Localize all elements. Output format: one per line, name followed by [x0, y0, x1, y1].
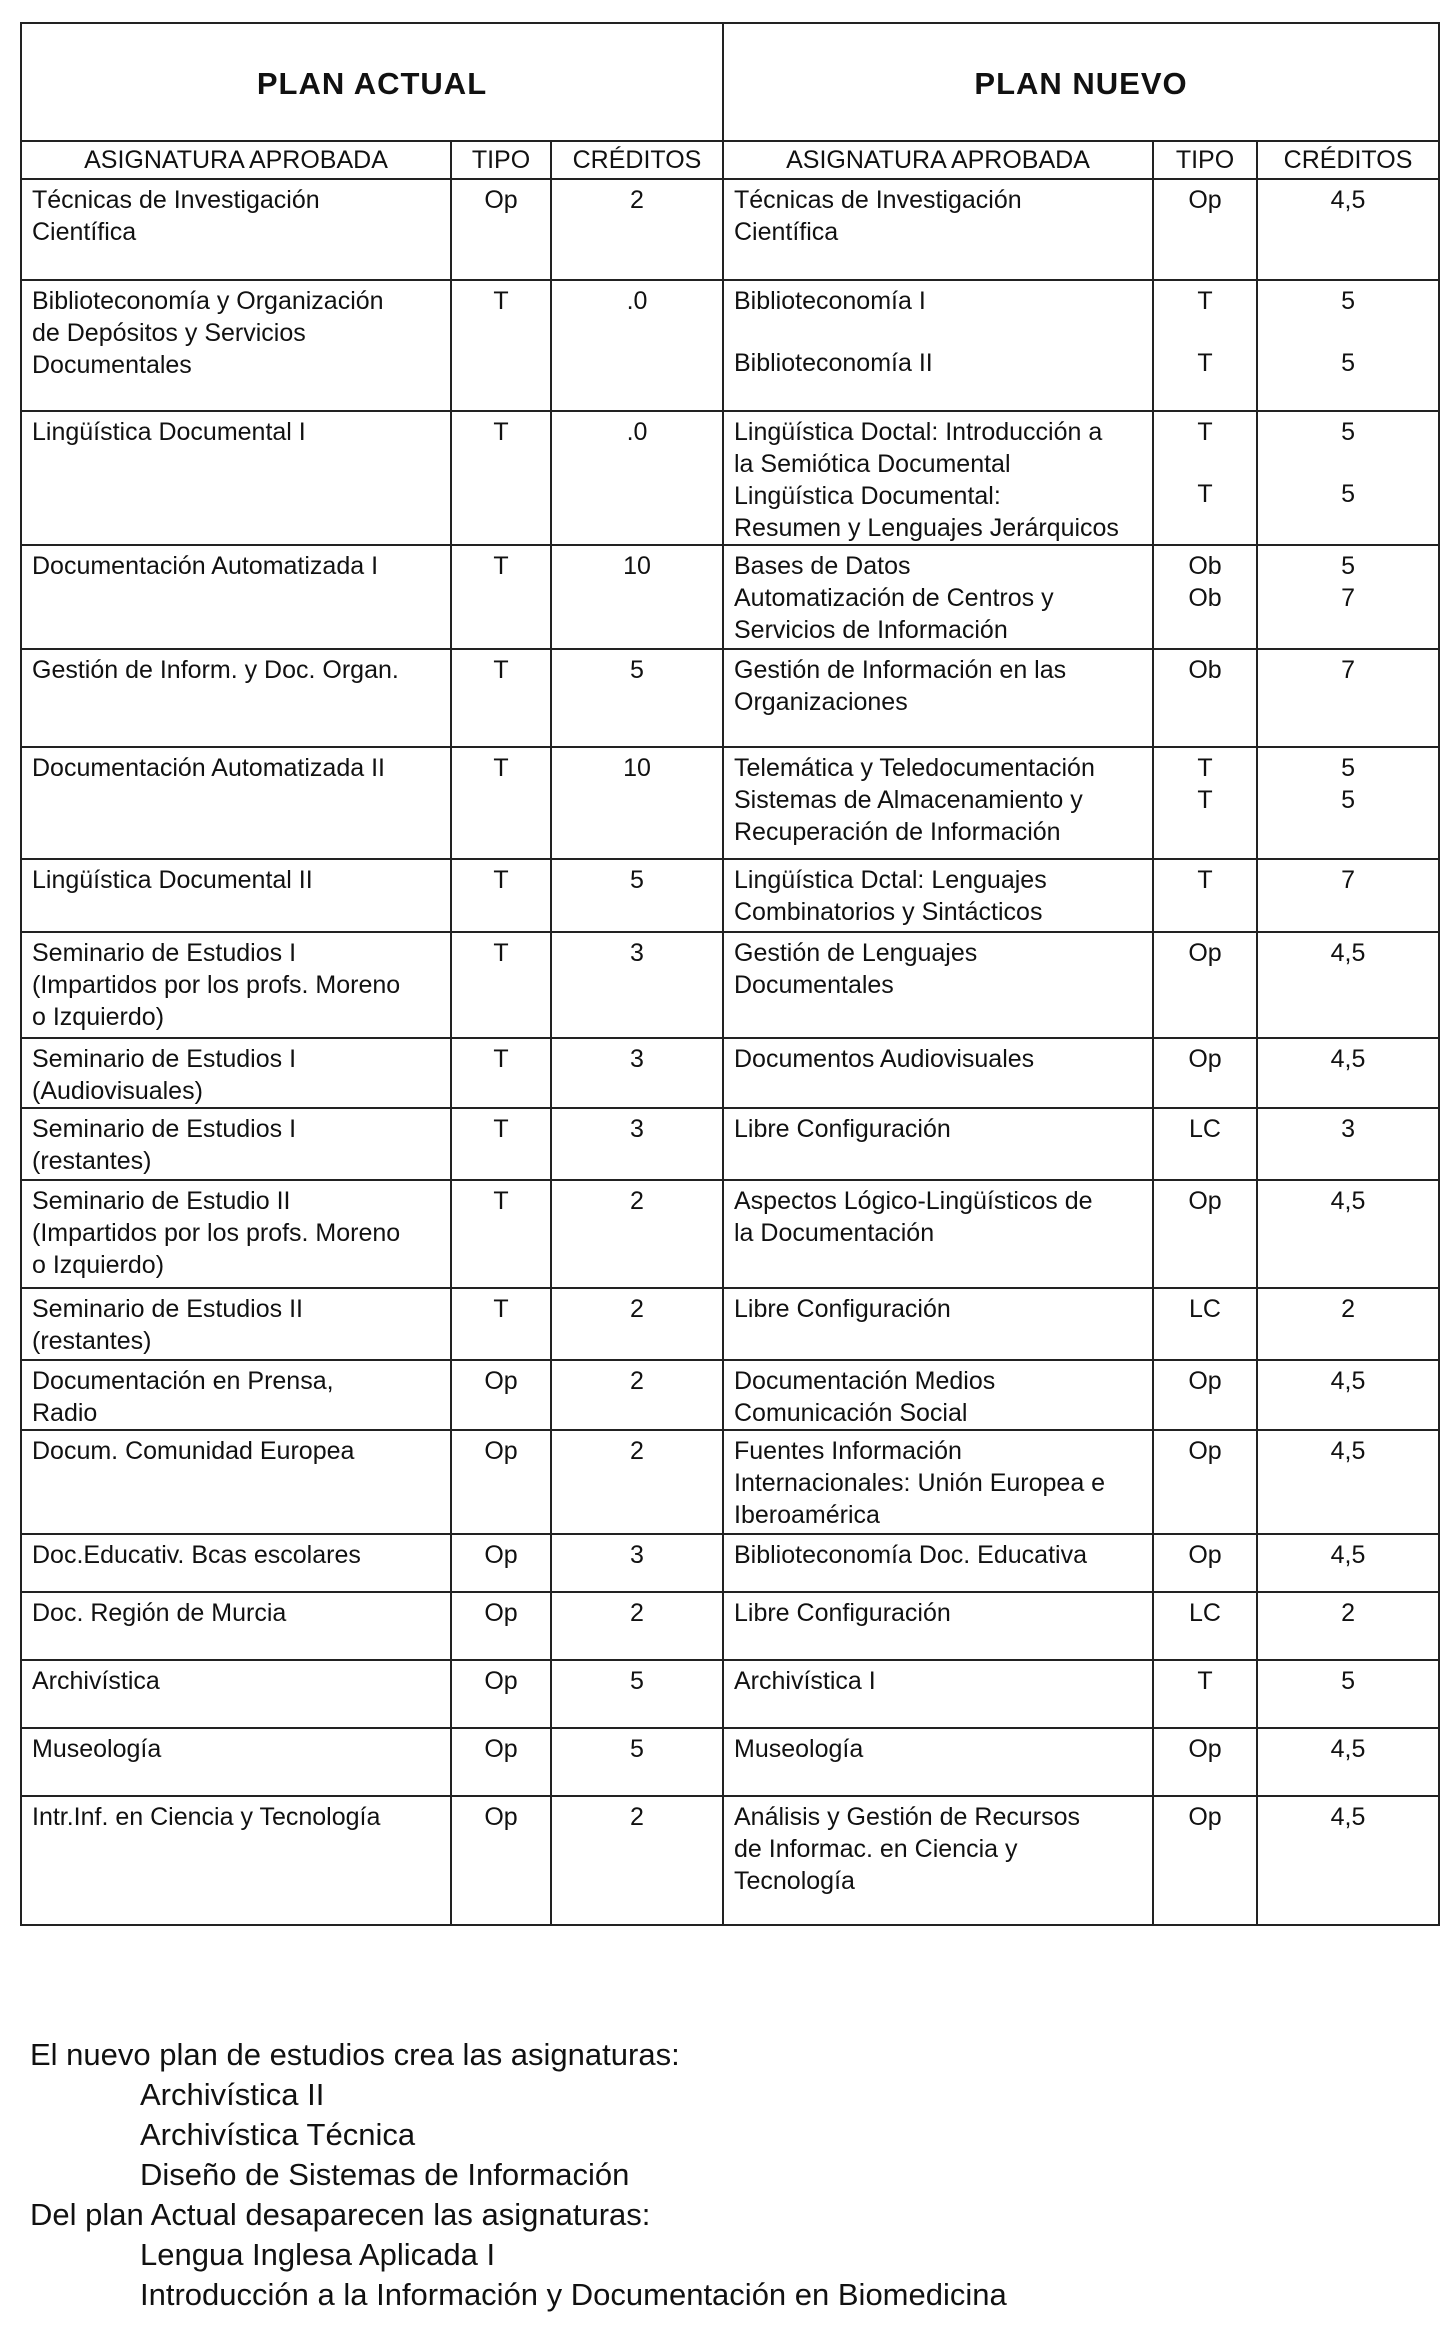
actual-col-asignatura: ASIGNATURA APROBADA [21, 141, 451, 179]
nuevo-tipo-value: LC [1189, 1115, 1221, 1143]
nuevo-creditos-cell [1257, 932, 1439, 1038]
nuevo-creditos-cell [1257, 1796, 1439, 1925]
nuevo-asignatura-line: Internacionales: Unión Europea e [734, 1469, 1106, 1497]
nuevo-col-tipo: TIPO [1153, 141, 1257, 179]
actual-tipo-cell: Op [451, 1430, 551, 1534]
actual-asignatura-line: Intr.Inf. en Ciencia y Tecnología [32, 1803, 381, 1831]
actual-asignatura-line: (Impartidos por los profs. Moreno [32, 1219, 401, 1247]
nuevo-asignatura-line: Comunicación Social [734, 1399, 968, 1427]
nuevo-asignatura-line: Análisis y Gestión de Recursos [734, 1803, 1080, 1831]
nuevo-creditos-cell [1257, 1038, 1439, 1108]
nuevo-asignatura-cell [723, 1038, 1153, 1108]
nuevo-asignatura-cell [723, 1534, 1153, 1592]
nuevo-creditos-value: 4,5 [1330, 1045, 1366, 1073]
nuevo-asignatura-line: Organizaciones [734, 688, 908, 716]
actual-asignatura-cell [21, 1288, 451, 1360]
table-row [21, 179, 1439, 280]
nuevo-creditos-value: 4,5 [1330, 1541, 1366, 1569]
table-row [21, 1796, 1439, 1925]
nuevo-asignatura-line: Biblioteconomía II [734, 349, 933, 377]
nuevo-creditos-value: 7 [1341, 656, 1355, 684]
plan-actual-title: PLAN ACTUAL [21, 23, 723, 141]
nuevo-tipo-value: Ob [1188, 584, 1222, 612]
nuevo-creditos-cell [1257, 1430, 1439, 1534]
actual-asignatura-line: Documentación Automatizada I [32, 552, 379, 580]
nuevo-creditos-value [1268, 317, 1428, 347]
nuevo-asignatura-cell [723, 280, 1153, 411]
actual-tipo-cell: T [451, 1180, 551, 1288]
nuevo-creditos-cell [1257, 280, 1439, 411]
actual-asignatura-line: Documentación en Prensa, [32, 1367, 334, 1395]
actual-tipo-cell: T [451, 411, 551, 545]
nuevo-tipo-cell [1153, 411, 1257, 545]
actual-asignatura-line: Doc.Educativ. Bcas escolares [32, 1541, 361, 1569]
actual-asignatura-line: Doc. Región de Murcia [32, 1599, 287, 1627]
nuevo-tipo-value: Ob [1188, 656, 1222, 684]
nuevo-tipo-value: T [1197, 287, 1213, 315]
actual-creditos-cell: 5 [551, 859, 723, 932]
actual-asignatura-cell [21, 1660, 451, 1728]
actual-asignatura-cell [21, 545, 451, 649]
plan-nuevo-title: PLAN NUEVO [723, 23, 1439, 141]
actual-tipo-cell: Op [451, 1796, 551, 1925]
nuevo-tipo-value: T [1197, 418, 1213, 446]
nuevo-asignatura-line: Lingüística Doctal: Introducción a [734, 418, 1103, 446]
nuevo-creditos-cell [1257, 1534, 1439, 1592]
actual-creditos-cell: 5 [551, 1660, 723, 1728]
actual-asignatura-cell [21, 859, 451, 932]
actual-asignatura-line: Lingüística Documental I [32, 418, 306, 446]
actual-asignatura-cell [21, 932, 451, 1038]
table-row [21, 1728, 1439, 1796]
nuevo-tipo-cell [1153, 747, 1257, 859]
actual-tipo-cell: T [451, 280, 551, 411]
table-row [21, 545, 1439, 649]
nuevo-asignatura-cell [723, 1660, 1153, 1728]
nuevo-asignatura-line: Gestión de Información en las [734, 656, 1067, 684]
nuevo-creditos-value: 2 [1341, 1295, 1355, 1323]
actual-asignatura-line: Docum. Comunidad Europea [32, 1437, 355, 1465]
nuevo-tipo-value: Op [1188, 1735, 1222, 1763]
actual-asignatura-line: Documentales [32, 351, 192, 379]
nuevo-asignatura-cell [723, 1288, 1153, 1360]
nuevo-creditos-cell [1257, 747, 1439, 859]
actual-tipo-cell: Op [451, 1360, 551, 1430]
nuevo-asignatura-line [734, 317, 1142, 347]
table-body [21, 179, 1439, 1925]
actual-creditos-cell: .0 [551, 411, 723, 545]
actual-tipo-cell: Op [451, 179, 551, 280]
actual-asignatura-cell [21, 1360, 451, 1430]
nuevo-creditos-cell [1257, 545, 1439, 649]
actual-asignatura-line: Archivística [32, 1667, 160, 1695]
nuevo-tipo-cell [1153, 932, 1257, 1038]
actual-asignatura-line: (Audiovisuales) [32, 1077, 203, 1105]
nuevo-tipo-cell [1153, 179, 1257, 280]
equivalence-table [20, 22, 1440, 1926]
nuevo-creditos-cell [1257, 411, 1439, 545]
actual-asignatura-line: (restantes) [32, 1327, 152, 1355]
nuevo-asignatura-line: Archivística I [734, 1667, 876, 1695]
nuevo-asignatura-line: Resumen y Lenguajes Jerárquicos [734, 514, 1119, 542]
actual-tipo-cell: Op [451, 1660, 551, 1728]
actual-creditos-cell: 5 [551, 1728, 723, 1796]
actual-creditos-cell: 2 [551, 179, 723, 280]
actual-asignatura-cell [21, 1592, 451, 1660]
nuevo-creditos-value: 3 [1341, 1115, 1355, 1143]
actual-tipo-cell: Op [451, 1728, 551, 1796]
actual-tipo-cell: T [451, 747, 551, 859]
actual-tipo-cell: Op [451, 1534, 551, 1592]
nuevo-asignatura-line: Libre Configuración [734, 1115, 951, 1143]
nuevo-tipo-cell [1153, 859, 1257, 932]
table-row [21, 1430, 1439, 1534]
nuevo-col-creditos: CRÉDITOS [1257, 141, 1439, 179]
nuevo-asignatura-cell [723, 859, 1153, 932]
nuevo-creditos-value: 5 [1341, 349, 1355, 377]
nuevo-tipo-cell [1153, 1728, 1257, 1796]
actual-asignatura-line: Seminario de Estudios I [32, 1115, 297, 1143]
new-subject-item: Diseño de Sistemas de Información [140, 2157, 630, 2192]
nuevo-tipo-cell [1153, 1796, 1257, 1925]
nuevo-tipo-value: T [1197, 786, 1213, 814]
nuevo-asignatura-line: Gestión de Lenguajes [734, 939, 978, 967]
nuevo-tipo-value: LC [1189, 1599, 1221, 1627]
nuevo-asignatura-line: Combinatorios y Sintácticos [734, 898, 1043, 926]
nuevo-creditos-value: 5 [1341, 786, 1355, 814]
actual-asignatura-line: Seminario de Estudios II [32, 1295, 303, 1323]
actual-asignatura-cell [21, 1534, 451, 1592]
nuevo-creditos-value: 4,5 [1330, 1367, 1366, 1395]
nuevo-creditos-value: 4,5 [1330, 186, 1366, 214]
actual-asignatura-line: (restantes) [32, 1147, 152, 1175]
nuevo-tipo-value: T [1197, 866, 1213, 894]
actual-asignatura-line: o Izquierdo) [32, 1251, 165, 1279]
nuevo-tipo-value: Ob [1188, 552, 1222, 580]
nuevo-asignatura-line: Automatización de Centros y [734, 584, 1054, 612]
actual-creditos-cell: 5 [551, 649, 723, 747]
nuevo-asignatura-cell [723, 932, 1153, 1038]
nuevo-asignatura-line: Tecnología [734, 1867, 855, 1895]
actual-asignatura-line: Lingüística Documental II [32, 866, 313, 894]
nuevo-asignatura-line: Fuentes Información [734, 1437, 962, 1465]
nuevo-asignatura-line: Documentos Audiovisuales [734, 1045, 1035, 1073]
nuevo-asignatura-cell [723, 545, 1153, 649]
nuevo-asignatura-line: Documentales [734, 971, 894, 999]
nuevo-tipo-value [1164, 317, 1246, 347]
actual-asignatura-cell [21, 1180, 451, 1288]
table-row [21, 932, 1439, 1038]
nuevo-creditos-value: 4,5 [1330, 1437, 1366, 1465]
actual-asignatura-line: Documentación Automatizada II [32, 754, 385, 782]
nuevo-creditos-value: 7 [1341, 866, 1355, 894]
nuevo-creditos-value: 5 [1341, 1667, 1355, 1695]
nuevo-creditos-value: 5 [1341, 552, 1355, 580]
actual-col-creditos: CRÉDITOS [551, 141, 723, 179]
actual-creditos-cell: 2 [551, 1430, 723, 1534]
nuevo-creditos-cell [1257, 1360, 1439, 1430]
actual-creditos-cell: 2 [551, 1288, 723, 1360]
nuevo-tipo-value: Op [1188, 939, 1222, 967]
nuevo-asignatura-cell [723, 1180, 1153, 1288]
actual-asignatura-line: Seminario de Estudios I [32, 939, 297, 967]
nuevo-tipo-value: Op [1188, 1437, 1222, 1465]
actual-creditos-cell: 3 [551, 932, 723, 1038]
nuevo-asignatura-line: Biblioteconomía Doc. Educativa [734, 1541, 1087, 1569]
actual-creditos-cell: 2 [551, 1360, 723, 1430]
nuevo-asignatura-line: Sistemas de Almacenamiento y [734, 786, 1083, 814]
nuevo-creditos-value: 4,5 [1330, 939, 1366, 967]
actual-asignatura-cell [21, 1796, 451, 1925]
table-row [21, 1592, 1439, 1660]
nuevo-asignatura-line: Documentación Medios [734, 1367, 996, 1395]
actual-asignatura-cell [21, 1038, 451, 1108]
nuevo-tipo-cell [1153, 280, 1257, 411]
table-row [21, 1038, 1439, 1108]
nuevo-tipo-value: Op [1188, 186, 1222, 214]
actual-asignatura-line: Científica [32, 218, 137, 246]
actual-tipo-cell: Op [451, 1592, 551, 1660]
nuevo-tipo-cell [1153, 545, 1257, 649]
nuevo-asignatura-line: de Informac. en Ciencia y [734, 1835, 1018, 1863]
actual-creditos-cell: .0 [551, 280, 723, 411]
actual-creditos-cell: 3 [551, 1038, 723, 1108]
removed-subjects-intro: Del plan Actual desaparecen las asignaturas: [30, 2197, 651, 2232]
nuevo-asignatura-line: Servicios de Información [734, 616, 1008, 644]
nuevo-creditos-cell [1257, 1660, 1439, 1728]
nuevo-tipo-cell [1153, 1108, 1257, 1180]
nuevo-tipo-value: T [1197, 1667, 1213, 1695]
removed-subject-item: Introducción a la Información y Documentación en Biomedicina [140, 2277, 1007, 2312]
removed-subject-item: Lengua Inglesa Aplicada I [140, 2237, 496, 2272]
actual-creditos-cell: 3 [551, 1108, 723, 1180]
nuevo-tipo-cell [1153, 1660, 1257, 1728]
footer-notes [30, 2035, 1007, 2315]
nuevo-asignatura-line: Bases de Datos [734, 552, 911, 580]
nuevo-creditos-value: 5 [1341, 418, 1355, 446]
nuevo-asignatura-cell [723, 1592, 1153, 1660]
nuevo-asignatura-line: Recuperación de Información [734, 818, 1061, 846]
nuevo-asignatura-line: Biblioteconomía I [734, 287, 926, 315]
nuevo-col-asignatura: ASIGNATURA APROBADA [723, 141, 1153, 179]
nuevo-tipo-value: Op [1188, 1367, 1222, 1395]
actual-tipo-cell: T [451, 545, 551, 649]
nuevo-asignatura-line: Aspectos Lógico-Lingüísticos de [734, 1187, 1093, 1215]
nuevo-tipo-value: Op [1188, 1541, 1222, 1569]
nuevo-creditos-cell [1257, 1592, 1439, 1660]
nuevo-tipo-cell [1153, 1288, 1257, 1360]
table-row [21, 859, 1439, 932]
nuevo-asignatura-line: Telemática y Teledocumentación [734, 754, 1095, 782]
nuevo-asignatura-line: la Semiótica Documental [734, 450, 1011, 478]
table-row [21, 649, 1439, 747]
nuevo-creditos-cell [1257, 179, 1439, 280]
nuevo-asignatura-cell [723, 179, 1153, 280]
nuevo-creditos-value [1268, 448, 1428, 478]
nuevo-tipo-value: T [1197, 754, 1213, 782]
new-subjects-intro: El nuevo plan de estudios crea las asignaturas: [30, 2037, 680, 2072]
actual-asignatura-cell [21, 1728, 451, 1796]
actual-tipo-cell: T [451, 859, 551, 932]
actual-creditos-cell: 2 [551, 1180, 723, 1288]
actual-tipo-cell: T [451, 1108, 551, 1180]
nuevo-asignatura-line: la Documentación [734, 1219, 935, 1247]
nuevo-creditos-value: 5 [1341, 754, 1355, 782]
nuevo-asignatura-line: Museología [734, 1735, 864, 1763]
actual-tipo-cell: T [451, 1038, 551, 1108]
nuevo-creditos-value: 5 [1341, 287, 1355, 315]
nuevo-asignatura-line: Iberoamérica [734, 1501, 880, 1529]
actual-asignatura-line: Radio [32, 1399, 98, 1427]
nuevo-asignatura-cell [723, 1796, 1153, 1925]
actual-asignatura-cell [21, 411, 451, 545]
nuevo-creditos-value: 4,5 [1330, 1187, 1366, 1215]
nuevo-asignatura-line: Libre Configuración [734, 1295, 951, 1323]
actual-asignatura-line: o Izquierdo) [32, 1003, 165, 1031]
table-row [21, 280, 1439, 411]
nuevo-creditos-cell [1257, 1180, 1439, 1288]
nuevo-creditos-cell [1257, 649, 1439, 747]
actual-creditos-cell: 3 [551, 1534, 723, 1592]
nuevo-tipo-value: Op [1188, 1045, 1222, 1073]
nuevo-creditos-cell [1257, 859, 1439, 932]
actual-creditos-cell: 2 [551, 1592, 723, 1660]
actual-asignatura-line: Seminario de Estudios I [32, 1045, 297, 1073]
actual-col-tipo: TIPO [451, 141, 551, 179]
nuevo-creditos-value: 2 [1341, 1599, 1355, 1627]
nuevo-tipo-cell [1153, 649, 1257, 747]
column-header-row [21, 141, 1439, 179]
nuevo-creditos-cell [1257, 1288, 1439, 1360]
table-row [21, 1288, 1439, 1360]
nuevo-creditos-value: 4,5 [1330, 1735, 1366, 1763]
actual-asignatura-cell [21, 1430, 451, 1534]
nuevo-creditos-value: 4,5 [1330, 1803, 1366, 1831]
plan-title-row [21, 23, 1439, 141]
nuevo-tipo-value: T [1197, 349, 1213, 377]
nuevo-tipo-value [1164, 448, 1246, 478]
nuevo-tipo-cell [1153, 1360, 1257, 1430]
table-row [21, 1180, 1439, 1288]
actual-asignatura-line: Gestión de Inform. y Doc. Organ. [32, 656, 399, 684]
nuevo-asignatura-line: Libre Configuración [734, 1599, 951, 1627]
nuevo-tipo-value: Op [1188, 1187, 1222, 1215]
nuevo-tipo-cell [1153, 1430, 1257, 1534]
table-row [21, 747, 1439, 859]
nuevo-tipo-cell [1153, 1534, 1257, 1592]
table-row [21, 1108, 1439, 1180]
table-row [21, 411, 1439, 545]
nuevo-tipo-value: LC [1189, 1295, 1221, 1323]
actual-asignatura-line: de Depósitos y Servicios [32, 319, 306, 347]
actual-tipo-cell: T [451, 932, 551, 1038]
actual-asignatura-line: Técnicas de Investigación [32, 186, 320, 214]
nuevo-tipo-cell [1153, 1180, 1257, 1288]
table-row [21, 1660, 1439, 1728]
nuevo-tipo-cell [1153, 1592, 1257, 1660]
nuevo-asignatura-line: Técnicas de Investigación [734, 186, 1022, 214]
actual-creditos-cell: 2 [551, 1796, 723, 1925]
nuevo-asignatura-cell [723, 1108, 1153, 1180]
table-row [21, 1534, 1439, 1592]
actual-asignatura-cell [21, 179, 451, 280]
nuevo-creditos-cell [1257, 1108, 1439, 1180]
actual-asignatura-line: (Impartidos por los profs. Moreno [32, 971, 401, 999]
nuevo-asignatura-line: Científica [734, 218, 839, 246]
nuevo-tipo-cell [1153, 1038, 1257, 1108]
actual-creditos-cell: 10 [551, 545, 723, 649]
actual-asignatura-line: Seminario de Estudio II [32, 1187, 291, 1215]
nuevo-asignatura-cell [723, 1430, 1153, 1534]
new-subject-item: Archivística II [140, 2077, 325, 2112]
nuevo-creditos-cell [1257, 1728, 1439, 1796]
nuevo-asignatura-line: Lingüística Documental: [734, 482, 1001, 510]
table-row [21, 1360, 1439, 1430]
nuevo-asignatura-cell [723, 649, 1153, 747]
actual-creditos-cell: 10 [551, 747, 723, 859]
actual-tipo-cell: T [451, 649, 551, 747]
nuevo-asignatura-cell [723, 1360, 1153, 1430]
actual-asignatura-cell [21, 747, 451, 859]
actual-tipo-cell: T [451, 1288, 551, 1360]
nuevo-asignatura-cell [723, 747, 1153, 859]
nuevo-asignatura-cell [723, 411, 1153, 545]
nuevo-asignatura-line: Lingüística Dctal: Lenguajes [734, 866, 1047, 894]
nuevo-tipo-value: Op [1188, 1803, 1222, 1831]
actual-asignatura-line: Biblioteconomía y Organización [32, 287, 384, 315]
actual-asignatura-cell [21, 1108, 451, 1180]
actual-asignatura-line: Museología [32, 1735, 162, 1763]
nuevo-asignatura-cell [723, 1728, 1153, 1796]
nuevo-tipo-value: T [1197, 480, 1213, 508]
new-subject-item: Archivística Técnica [140, 2117, 416, 2152]
actual-asignatura-cell [21, 280, 451, 411]
nuevo-creditos-value: 7 [1341, 584, 1355, 612]
actual-asignatura-cell [21, 649, 451, 747]
nuevo-creditos-value: 5 [1341, 480, 1355, 508]
